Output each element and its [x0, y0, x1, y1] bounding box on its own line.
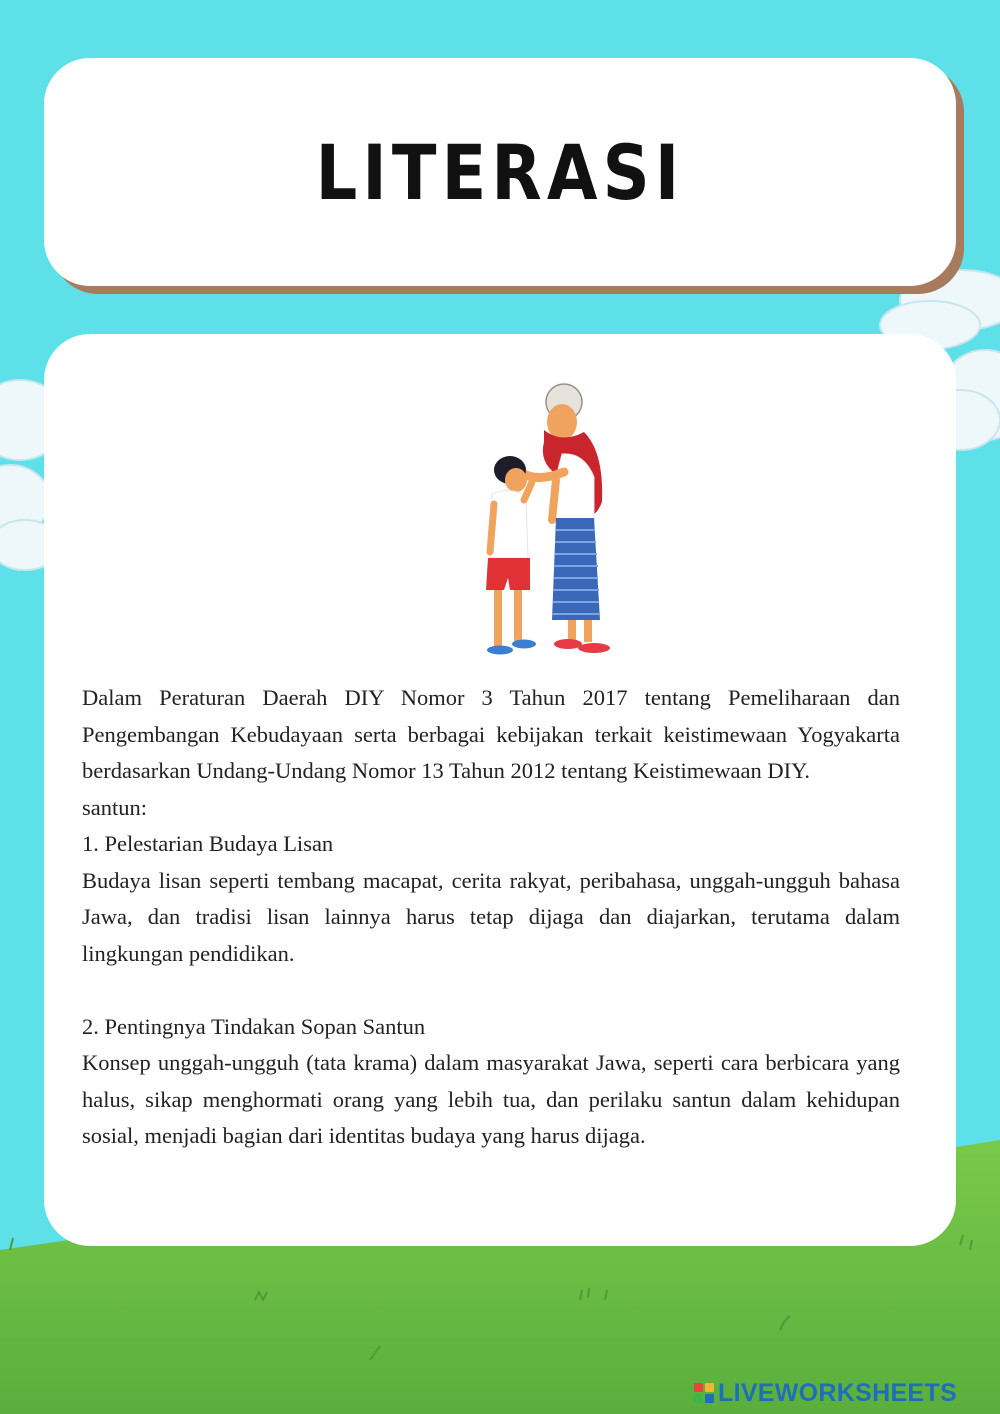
title-card	[44, 58, 956, 286]
logo-square	[705, 1383, 714, 1392]
liveworksheets-logo	[694, 1376, 957, 1410]
content-card	[44, 334, 956, 1246]
section-2-heading: 2. Pentingnya Tindakan Sopan Santun	[82, 1013, 426, 1039]
content-text	[82, 680, 900, 1155]
section-1-heading: 1. Pelestarian Budaya Lisan	[82, 831, 334, 856]
page-title: LITERASI	[315, 127, 685, 217]
grandmother-figure	[524, 384, 610, 653]
santun-label: santun:	[82, 794, 147, 820]
watermark-text: LIVEWORKSHEETS	[718, 1378, 957, 1407]
logo-square	[705, 1394, 714, 1403]
logo-square	[694, 1383, 703, 1392]
child-greeting-elder-illustration	[444, 382, 644, 670]
child-figure	[486, 456, 536, 655]
liveworksheets-logo-icon	[694, 1383, 714, 1403]
logo-square	[694, 1394, 703, 1403]
section-2-body: Konsep unggah-ungguh (tata krama) dalam masyarakat Jawa, seperti cara berbicara yang halus, sikap menghormati orang yang lebih tua, dan perilaku santun dalam kehidupan sosial, menjadi bagian dari identitas budaya yang harus dijaga.	[82, 1050, 900, 1148]
section-1-body: Budaya lisan seperti tembang macapat, cerita rakyat, peribahasa, unggah-ungguh bahasa Jawa, dan tradisi lisan lainnya harus tetap dijaga dan diajarkan, terutama dalam lingkungan pendidikan.	[82, 867, 900, 966]
intro-paragraph: Dalam Peraturan Daerah DIY Nomor 3 Tahun 2017 tentang Pemeliharaan dan Pengembangan Kebudayaan serta berbagai kebijakan terkait keistimewaan Yogyakarta berdasarkan Undang-Undang Nomor 13 Tahun 2012 tentang Keistimewaan DIY.	[82, 685, 900, 783]
section-spacer	[82, 972, 900, 1009]
